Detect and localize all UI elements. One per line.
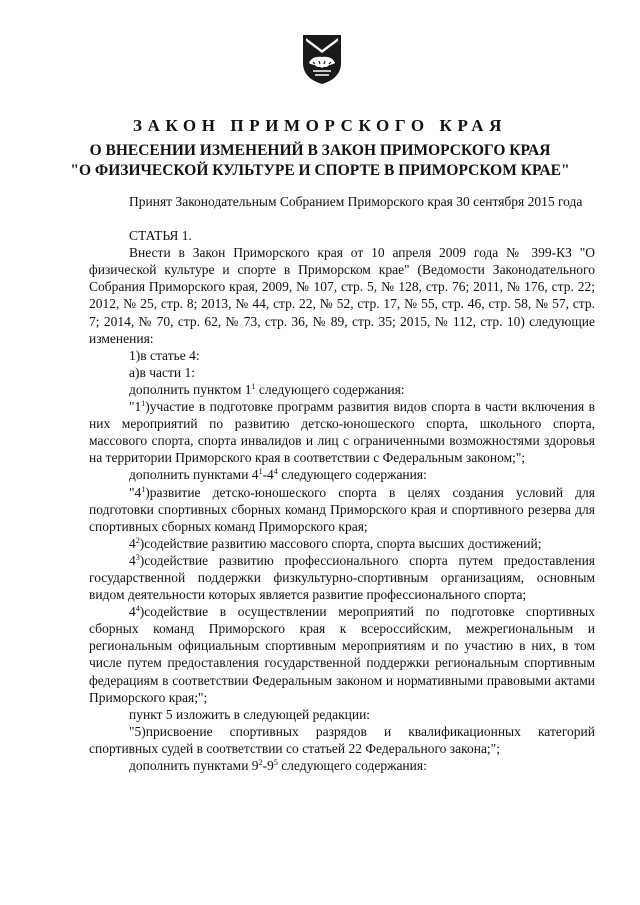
- law-body: [89, 193, 595, 774]
- amendment-instruction-4: дополнить пунктами $4^1-4^4$ следующего содержания:: [129, 467, 427, 483]
- law-subtitle-line2: "О ФИЗИЧЕСКОЙ КУЛЬТУРЕ И СПОРТЕ В ПРИМОРСКОМ КРАЕ": [70, 162, 570, 179]
- article-intro: Внести в Закон Приморского края от 10 апреля 2009 года № 399-КЗ "О физической культуре и спорте в Приморском крае" (Ведомости Законодательного Собрания Приморского края, 2009, № 107, стр. 5, № 128, стр. 76; 2011, № 176, стр. 22; 2012, № 25, стр. 8; 2013, № 44, стр. 22, № 52, стр. 17, № 55, стр. 46, стр. 58, № 57, стр. 7; 2014, № 70, стр. 62, № 73, стр. 36, № 89, стр. 35; 2015, № 112, стр. 10) следующие изменения:: [89, 245, 595, 346]
- point-4-1: "$4^1)развитие$ детско-юношеского спорта в целях создания условий для подготовки спортивных сборных команд Приморского края и спортивного резерва для спортивных сборных команд Приморского края;: [89, 484, 595, 534]
- point-5-instruction: пункт 5 изложить в следующей редакции:: [129, 706, 371, 722]
- item-1: 1)в статье 4:: [129, 347, 200, 363]
- law-subtitle-line1: О ВНЕСЕНИИ ИЗМЕНЕНИЙ В ЗАКОН ПРИМОРСКОГО КРАЯ: [89, 142, 551, 159]
- point-4-2: $4^2)содействие$ развитию массового спорта, спорта высших достижений;: [129, 535, 542, 551]
- point-5-text: "5)присвоение спортивных разрядов и квалификационных категорий спортивных судей в соответствии со статьей 22 Федерального закона;";: [89, 723, 595, 756]
- item-1a: а)в части 1:: [129, 364, 196, 380]
- coat-of-arms-emblem: [300, 33, 344, 85]
- point-4-3: $4^3)содействие$ развитию профессионального спорта путем предоставления государственной поддержки физкультурно-спортивным организациям, основным видом деятельности которых является развитие профессионального спорта;: [89, 552, 595, 603]
- amendment-instruction-1: дополнить пунктом $1^1$ следующего содержания:: [129, 381, 405, 397]
- point-1-1: "$1^1)участие$ в подготовке программ развития видов спорта в части включения в них мероприятий по развитию детско-юношеского спорта, школьного спорта, массового спорта, спорта инвалидов и лиц с ограниченными возможностями здоровья на территории Приморского края в соответствии с Федеральным законом;";: [89, 399, 595, 466]
- amendment-instruction-9: дополнить пунктами $9^2-9^5$ следующего содержания:: [129, 758, 427, 773]
- law-title: ЗАКОН ПРИМОРСКОГО КРАЯ: [132, 116, 508, 135]
- article-heading: СТАТЬЯ 1.: [129, 228, 192, 244]
- adoption-statement: Принят Законодательным Собранием Приморского края 30 сентября 2015 года: [129, 194, 583, 209]
- point-4-4: $4^4)содействие$ в осуществлении мероприятий по подготовке спортивных сборных команд Приморского края к всероссийским, межрегиональным и региональным официальным спортивным мероприятиям и по участию в них, в том числе путем предоставления государственной поддержки региональным спортивным федерациям в соответствии Федеральным законом и нормативными правовыми актами Приморского края;";: [89, 604, 595, 705]
